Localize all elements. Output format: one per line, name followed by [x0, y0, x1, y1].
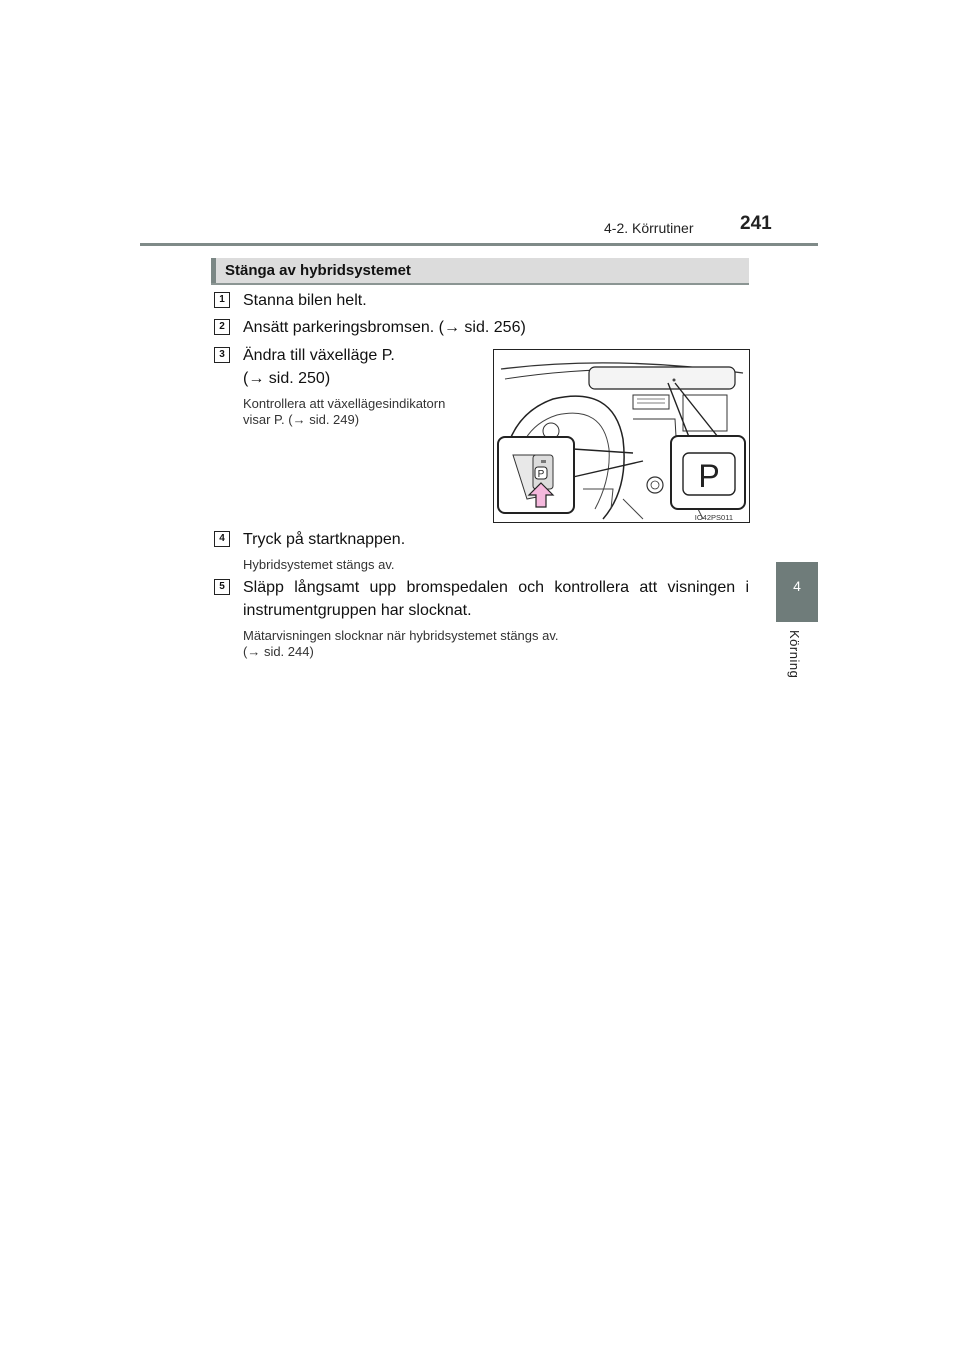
chapter-number: 4 [793, 578, 801, 594]
step-5-text-line1: Släpp långsamt upp bromspedalen och kontrollera att visningen i [243, 579, 749, 596]
step-number-2: 2 [214, 319, 230, 335]
indicator-p-label: P [698, 458, 720, 494]
step-number-5: 5 [214, 579, 230, 595]
step-3-text: Ändra till växelläge P. [243, 347, 395, 364]
shift-lever-illustration [493, 349, 750, 523]
step-4-text: Tryck på startknappen. [243, 531, 406, 548]
section-title: Stänga av hybridsystemet [225, 262, 411, 279]
step-1-text: Stanna bilen helt. [243, 292, 367, 309]
step-number-3: 3 [214, 347, 230, 363]
button-p-label: P [537, 469, 545, 480]
step-5-note-line1: Mätarvisningen slocknar när hybridsystemet stängs av. [243, 628, 559, 643]
step-2-text: Ansätt parkeringsbromsen. (→ sid. 256) [243, 319, 526, 336]
step-5-note-line2: (→ sid. 244) [243, 644, 314, 659]
page-number: 241 [740, 213, 772, 234]
step-number-1: 1 [214, 292, 230, 308]
step-number-4: 4 [214, 531, 230, 547]
section-heading [211, 258, 749, 285]
figure-code: IO42PS011 [694, 513, 733, 522]
header-rule [140, 243, 818, 246]
step-3-ref: (→ sid. 250) [243, 370, 331, 387]
header-section-title: 4-2. Körrutiner [604, 220, 694, 236]
chapter-label: Körning [787, 630, 802, 679]
step-3-note-line1: Kontrollera att växellägesindikatorn [243, 396, 446, 411]
step-3-note-line2: visar P. (→ sid. 249) [243, 412, 360, 427]
step-5-text-line2: instrumentgruppen har slocknat. [243, 602, 472, 619]
section-heading-accent [211, 258, 216, 283]
step-4-note: Hybridsystemet stängs av. [243, 557, 395, 572]
